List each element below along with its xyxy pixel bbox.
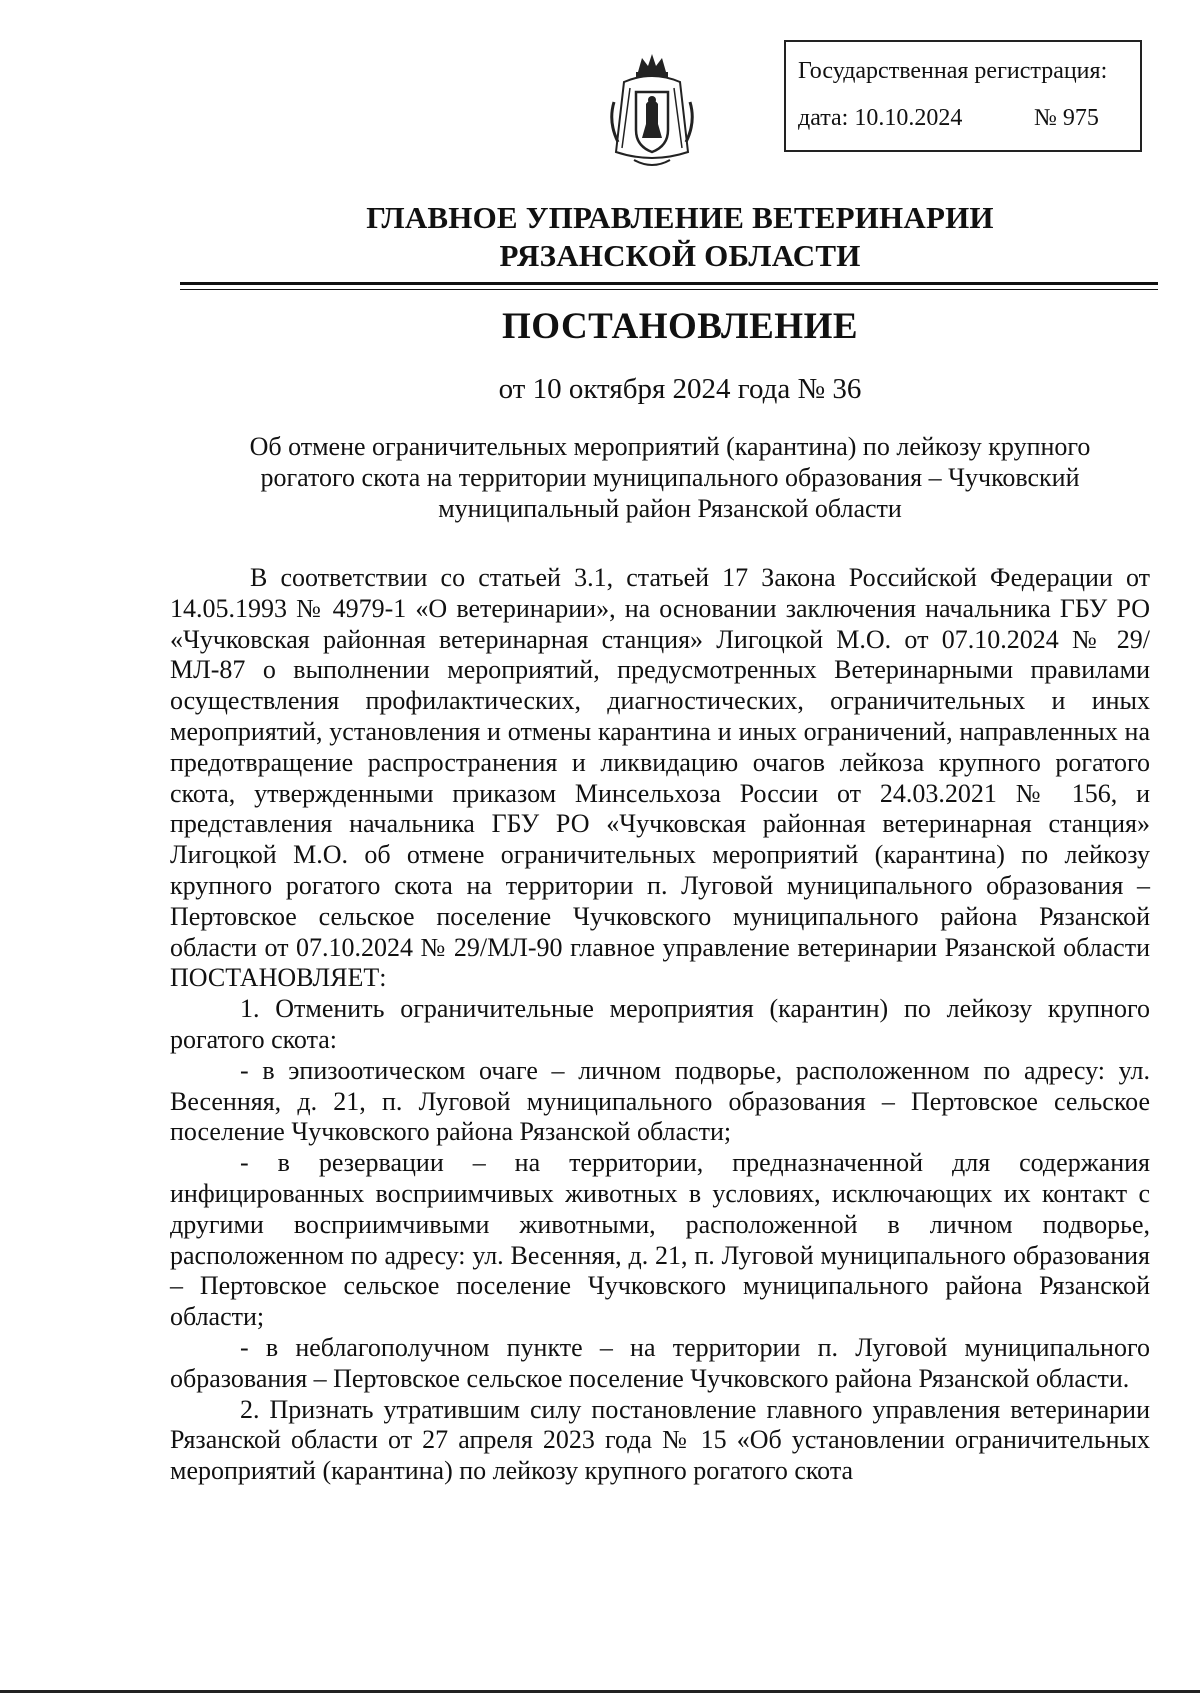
registration-title: Государственная регистрация:: [798, 58, 1108, 84]
item-1-subitem-a: - в эпизоотическом очаге – личном подворье, расположенном по адресу: ул. Весенняя, д. 21, п. Луговой муниципального образования – Пертовское сельское поселение Чучковского района Рязанской области;: [170, 1055, 1150, 1147]
organization-name-line2: РЯЗАНСКОЙ ОБЛАСТИ: [499, 238, 861, 273]
header-divider-thick: [180, 282, 1158, 285]
document-date-number: от 10 октября 2024 года № 36: [498, 373, 862, 405]
registration-line: [798, 105, 1140, 132]
document-subject: Об отмене ограничительных мероприятий (карантина) по лейкозу крупного рогатого скота на территории муниципального образования – Чучковский муниципальный район Рязанской области: [249, 432, 1091, 523]
item-1-subitem-b: - в резервации – на территории, предназначенной для содержания инфицированных восприимчивых животных в условиях, исключающих их контакт с другими восприимчивыми животными, расположенной в личном подворье, расположенном по адресу: ул. Весенняя, д. 21, п. Луговой муниципального образования – Пертовское сельское поселение Чучковского муниципального района Рязанской области;: [170, 1148, 1150, 1332]
state-registration-box: [784, 40, 1142, 152]
page-bottom-edge: [0, 1690, 1200, 1693]
header-divider-thin: [180, 289, 1158, 290]
registration-date: дата: 10.10.2024: [798, 105, 963, 131]
item-1: 1. Отменить ограничительные мероприятия (карантин) по лейкозу крупного рогатого скота:: [170, 994, 1150, 1054]
registration-number: № 975: [1034, 105, 1099, 131]
document-body: [170, 563, 1150, 1487]
organization-name-line1: ГЛАВНОЕ УПРАВЛЕНИЕ ВЕТЕРИНАРИИ: [366, 200, 994, 235]
item-1-subitem-c: - в неблагополучном пункте – на территории п. Луговой муниципального образования – Пертовское сельское поселение Чучковского района Рязанской области.: [170, 1332, 1150, 1393]
item-2: 2. Признать утратившим силу постановление главного управления ветеринарии Рязанской области от 27 апреля 2023 года № 15 «Об установлении ограничительных мероприятий (карантина) по лейкозу крупного рогатого скота: [170, 1394, 1150, 1486]
document-type: ПОСТАНОВЛЕНИЕ: [501, 306, 859, 347]
preamble-paragraph: В соответствии со статьей 3.1, статьей 17 Закона Российской Федерации от 14.05.1993 № 4979-1 «О ветеринарии», на основании заключения начальника ГБУ РО «Чучковская районная ветеринарная станция» Лигоцкой М.О. от 07.10.2024 № 29/МЛ-87 о выполнении мероприятий, предусмотренных Ветеринарными правилами осуществления профилактических, диагностических, ограничительных и иных мероприятий, установления и отмены карантина и иных ограничений, направленных на предотвращение распространения и ликвидацию очагов лейкоза крупного рогатого скота, утвержденными приказом Минсельхоза России от 24.03.2021 № 156, и представления начальника ГБУ РО «Чучковская районная ветеринарная станция» Лигоцкой М.О. об отмене ограничительных мероприятий (карантина) по лейкозу крупного рогатого скота на территории п. Луговой муниципального образования – Пертовское сельское поселение Чучковского муниципального района Рязанской области от 07.10.2024 № 29/МЛ-90 главное управление ветеринарии Рязанской области ПОСТАНОВЛЯЕТ:: [170, 563, 1150, 993]
ryazan-coat-of-arms-icon: [604, 52, 700, 176]
